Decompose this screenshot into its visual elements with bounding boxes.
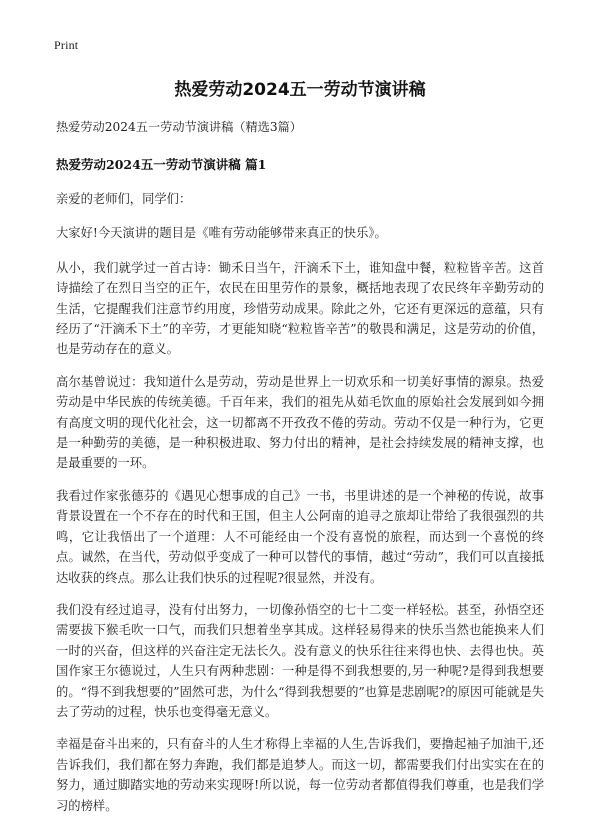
paragraph-poem: 从小，我们就学过一首古诗：锄禾日当午，汗滴禾下土，谁知盘中餐，粒粒皆辛苦。这首诗描绘了在烈日当空的正午，农民在田里劳作的景象，概括地表现了农民终年辛勤劳动的生活，它提醒我们注意节约用度，珍惜劳动成果。除此之外，它还有更深远的意蕴，只有经历了“汗滴禾下土”的辛劳，才更能知晓“粒粒皆辛苦”的敬畏和满足，这是劳动的价值，也是劳动存在的意义。 — [56, 260, 544, 357]
page-title: 热爱劳动2024五一劳动节演讲稿 — [174, 80, 426, 100]
document-subtitle: 热爱劳动2024五一劳动节演讲稿（精选3篇） — [56, 120, 302, 134]
paragraph-intro: 大家好!今天演讲的题目是《唯有劳动能够带来真正的快乐》。 — [56, 226, 387, 241]
paragraph-gorky: 高尔基曾说过：我知道什么是劳动，劳动是世界上一切欢乐和一切美好事情的源泉。热爱劳动是中华民族的传统美德。千百年来，我们的祖先从茹毛饮血的原始社会发展到如今拥有高度文明的现代化社会，这一切都离不开孜孜不倦的劳动。劳动不仅是一种行为，它更是一种勤劳的美德，是一种积极进取、努力付出的精神，是社会持续发展的精神支撑，也是最重要的一环。 — [56, 374, 544, 471]
section-heading: 热爱劳动2024五一劳动节演讲稿 篇1 — [56, 157, 267, 172]
paragraph-greeting: 亲爱的老师们，同学们： — [56, 192, 192, 206]
paragraph-happiness: 幸福是奋斗出来的，只有奋斗的人生才称得上幸福的人生,告诉我们，要撸起袖子加油干,还告诉我们，我们都在努力奔跑，我们都是追梦人。而这一切，都需要我们付出实实在在的努力，通过脚踏实地的劳动来实现呀!所以说，每一位劳动者都值得我们尊重，也是我们学习的榜样。 — [56, 737, 544, 813]
paragraph-effort: 我们没有经过追寻，没有付出努力，一切像孙悟空的七十二变一样轻松。甚至，孙悟空还需要拔下猴毛吹一口气，而我们只想着坐享其成。这样轻易得来的快乐当然也能换来人们一时的兴奋，但这样的兴奋注定无法长久。没有意义的快乐往往来得也快、去得也快。英国作家王尔德说过，人生只有两种悲剧：一种是得不到我想要的,另一种呢?是得到我想要的。“得不到我想要的”固然可悲，为什么“得到我想要的”也算是悲剧呢?的原因可能就是失去了劳动的过程，快乐也变得毫无意义。 — [56, 602, 544, 719]
paragraph-book: 我看过作家张德芬的《遇见心想事成的自己》一书，书里讲述的是一个神秘的传说，故事背景设置在一个不存在的时代和王国，但主人公阿南的追寻之旅却让带给了我很强烈的共鸣，它让我悟出了一个道理：人不可能经由一个没有喜悦的旅程，而达到一个喜悦的终点。诚然，在当代，劳动似乎变成了一种可以替代的事情，越过“劳动”，我们可以直接抵达收获的终点。那么让我们快乐的过程呢?很显然，并没有。 — [56, 488, 544, 585]
print-label: Print — [54, 38, 79, 52]
